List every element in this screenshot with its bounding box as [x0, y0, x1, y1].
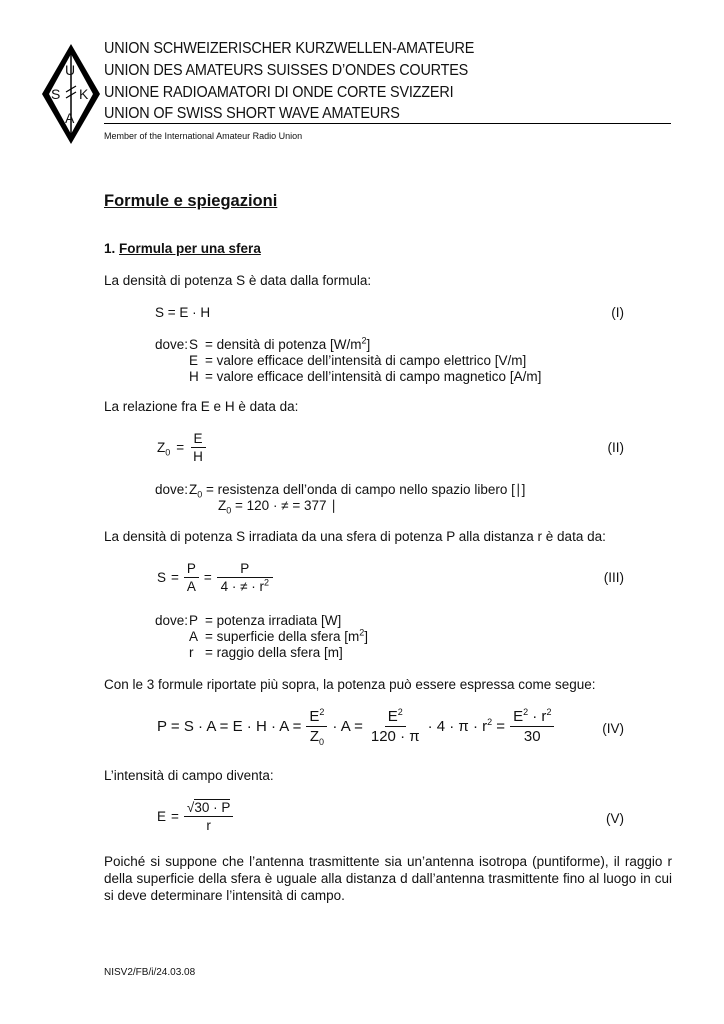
uska-logo [40, 42, 102, 146]
equation-5: E = $\frac{√30 \cdot P}{r}$ [157, 800, 233, 833]
header-line-en: UNION OF SWISS SHORT WAVE AMATEURS [104, 105, 400, 122]
fraction: $\frac{E^2}{120 \cdot \pi}$ [370, 707, 420, 745]
header-rule [104, 123, 671, 124]
equation-1-tag: (I) [611, 305, 624, 320]
equation-4-tag: (IV) [602, 721, 624, 736]
header-line-fr: UNION DES AMATEURS SUISSES D’ONDES COURTES [104, 62, 469, 79]
logo-letter-a: A [65, 110, 75, 126]
footer-reference: NISV2/FB/i/24.03.08 [104, 967, 196, 978]
fraction: $\frac{P}{A}$ [184, 561, 199, 594]
paragraph-2: La relazione fra E e H è data da: [104, 399, 299, 414]
definition-row: dove:P = potenza irradiata [W] [155, 613, 342, 628]
fraction: $\frac{E}{H}$ [190, 431, 206, 464]
section-label: Formula per una sfera [119, 241, 261, 256]
where-intro: dove: [155, 337, 189, 352]
equation-2: $Z_0$ = $\frac{E}{H}$ [157, 431, 206, 464]
equation-4: P = S · A = E · H · A = $\frac{E^2}{Z_0}$ · A = $\frac{E^2}{120 \cdot \pi}$ · $4 \cdot \pi \cdot r^2$ = $\frac{E^2 \cdot r^2}{30}$ [157, 708, 554, 745]
equation-3: S = $\frac{P}{A}$ = $\frac{P}{4 \cdot \ne \cdot r^2}$ [157, 561, 273, 594]
definition-row: H = valore efficace dell’intensità di campo magnetico [A/m] [189, 369, 542, 384]
logo-letter-u: U [65, 62, 76, 78]
fraction: $\frac{P}{4 \cdot \ne \cdot r^2}$ [217, 561, 273, 594]
equation-2-tag: (II) [607, 440, 624, 455]
definition-row: $dove:Z_0$ = resistenza dell’onda di campo nello spazio libero [∣] [155, 482, 526, 500]
definition-row: E = valore efficace dell’intensità di campo elettrico [V/m] [189, 353, 527, 368]
equation-5-tag: (V) [606, 811, 624, 826]
logo-letter-k: K [79, 86, 89, 102]
equation-1: S = E · H [155, 305, 211, 320]
document-title: Formule e spiegazioni [104, 192, 278, 210]
square-root-symbol: √ [186, 800, 195, 815]
ohm-symbol-placeholder: ∣ [330, 498, 338, 513]
paragraph-6: Poiché si suppone che l’antenna trasmittente sia un’antenna isotropa (puntiforme), il raggio r della superficie della sfera è uguale alla distanza d dall’antenna trasmittente fino al luogo in cui si deve determinare l’intensità di campo. [104, 854, 672, 903]
definition-row: r = raggio della sfera [m] [189, 645, 343, 660]
definition-row: $Z_0 = 120$ · ≠ = 377 ∣ [218, 498, 338, 516]
fraction: $\frac{E^2 \cdot r^2}{30}$ [510, 708, 554, 745]
section-heading [104, 241, 261, 256]
section-number: 1. [104, 241, 116, 256]
fraction: $\frac{E^2}{Z_0}$ [306, 708, 327, 745]
paragraph-4: Con le 3 formule riportate più sopra, la potenza può essere espressa come segue: [104, 677, 596, 692]
ohm-symbol-placeholder: ∣ [514, 482, 522, 497]
definition-row: dove:S = densità di potenza $[W/m^2]$ [155, 335, 371, 352]
header-line-it: UNIONE RADIOAMATORI DI ONDE CORTE SVIZZERI [104, 84, 454, 101]
paragraph-3: La densità di potenza S irradiata da una sfera di potenza P alla distanza r è data da: [104, 529, 606, 544]
header-line-de: UNION SCHWEIZERISCHER KURZWELLEN-AMATEURE [104, 40, 475, 57]
paragraph-5: L’intensità di campo diventa: [104, 768, 274, 783]
definition-row: A = superficie della sfera $[m^2]$ [189, 627, 368, 644]
member-note: Member of the International Amateur Radio Union [104, 131, 303, 141]
paragraph-1: La densità di potenza S è data dalla formula: [104, 273, 372, 288]
equation-3-tag: (III) [603, 570, 624, 585]
fraction: $\frac{√30 \cdot P}{r}$ [184, 800, 233, 833]
logo-letter-s: S [51, 86, 61, 102]
